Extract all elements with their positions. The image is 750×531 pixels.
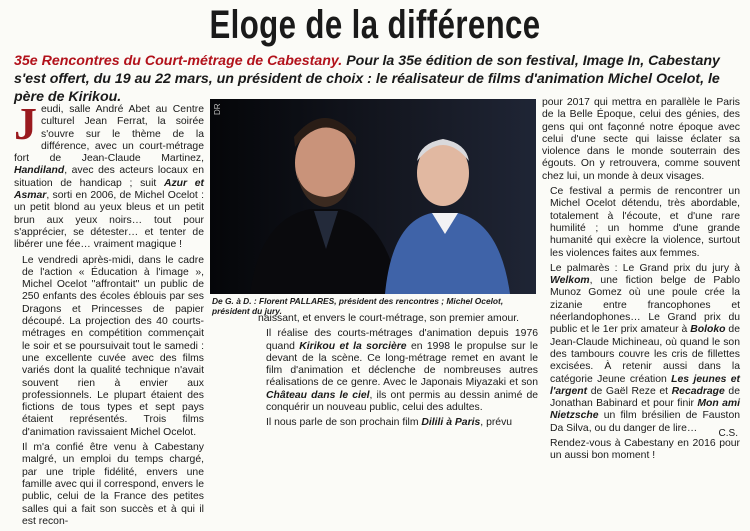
text-run: Il réalise des courts-métrages d'animation depuis 1976 quand: [266, 328, 538, 352]
text-run: Il nous parle de son prochain film: [266, 417, 422, 429]
text-run: en 1998 le propulse sur le devant de la scène. Ce long-métrage remet en avant le film d'animation et déclenche de nombreuses autres réalisations de ce genre. Avec le Japonais Miyazaki et son: [266, 340, 538, 389]
paragraph: Le vendredi après-midi, dans le cadre de l'action « Éducation à l'image », Michel Ocelot "affrontait" un public de 250 enfants des écoles éblouis par ses Dragons et Princesses de papier découpé. La projection des 40 courts-métrages en compétition commençait le soir et se poursuivait tout le samedi : une excellente cuvée avec des films variés dont la qualité technique n'avait souvent rien à envier aux professionnels. Le plupart étaient des fictions de tous types et sept pays étaient représentés. Trois films d'animation ravissaient Michel Ocelot.: [22, 254, 204, 438]
paragraph: Il m'a confié être venu à Cabestany malgré, un emploi du temps chargé, par une triple fidélité, envers une famille avec qui il correspond, envers le public, celui de la France des petites salles qui a fait son succès et à qui il est recon-: [22, 442, 204, 527]
film-title: Boloko: [690, 324, 726, 336]
film-title: Mon ami Nietzsche: [550, 398, 740, 422]
photo-credit: DR: [213, 103, 222, 115]
text-run: Le palmarès : Le Grand prix du jury à: [550, 262, 740, 274]
text-run: , une fiction belge de Pablo Munoz Gomez où une poule crée la zizanie entre francophones et néerlandophones… Le Grand prix du public et le 1er prix amateur à: [550, 275, 740, 336]
text-run: , prévu: [480, 417, 513, 429]
photo-illustration: [210, 99, 536, 294]
film-title: Kirikou et la sorcière: [299, 340, 407, 352]
photo-caption: De G. à D. : Florent PALLARES, président des rencontres ; Michel Ocelot, président du jury.: [212, 296, 504, 316]
column-2: [258, 313, 538, 433]
article-photo: [210, 99, 536, 294]
film-title: Dilili à Paris: [421, 417, 481, 429]
film-title: Recadrage: [671, 385, 725, 397]
paragraph: Ce festival a permis de rencontrer un Michel Ocelot détendu, très abordable, totalement à l'écoute, et d'une rare humilité ; un homme d'une grande humanité qui exècre la violence, surtout les violences faites aux femmes.: [550, 186, 740, 259]
author-signature: C.S.: [718, 428, 738, 439]
text-run: , ils ont permis au dessin animé de conquérir un nouveau public, celui des adultes.: [266, 389, 539, 414]
paragraph: [542, 263, 740, 435]
film-title: Les jeunes et l'argent: [550, 373, 740, 397]
text-run: eudi, salle André Abet au Centre culturel Jean Ferrat, la soirée s'ouvre sur le thème de la différence, avec un court-métrage fort de Jean-Claude Martinez,: [14, 104, 204, 165]
column-1: [14, 98, 204, 531]
text-run: de Jonathan Babinard et pour finir: [550, 385, 740, 410]
text-run: un film brésilien de Fauston Da Silva, ou du danger de lire…: [550, 410, 740, 434]
film-title: Château dans le ciel: [266, 389, 370, 401]
paragraph: [258, 417, 538, 429]
film-title: Welkom: [550, 275, 590, 287]
drop-cap: J: [14, 98, 37, 149]
lead-text: Pour la 35e édition de son festival, Image In, Cabestany s'est offert, du 19 au 22 mars, un président de choix : le réalisateur de films d'animation Michel Ocelot, le père de Kirikou.: [14, 53, 720, 105]
article-title: Eloge de la différence: [209, 3, 541, 47]
paragraph: Rendez-vous à Cabestany en 2016 pour un aussi bon moment !: [550, 438, 740, 462]
paragraph: [14, 98, 204, 252]
text-run: , sorti en 2006, de Michel Ocelot : un petit blond au yeux bleus et un petit brun aux yeux noirs… tout pour s'apprécier, se détester… et tenter de libérer une fée… vraiment magique !: [14, 190, 204, 251]
lead-highlight: 35e Rencontres du Court-métrage de Cabestany.: [14, 53, 343, 69]
column-3: [542, 97, 740, 466]
film-title: Azur et Asmar: [14, 177, 204, 202]
paragraph: pour 2017 qui mettra en parallèle le Paris de la Belle Époque, celui des génies, des gens qui ont façonné notre époque avec celui d'une secte qui laisse éclater sa violence dans le monde souterrain des égouts. On y retrouvera, comme souvent chez lui, un monde à deux visages.: [542, 97, 740, 182]
text-run: , avec des acteurs locaux en situation de handicap ; suit: [14, 165, 204, 189]
text-run: de Jean-Claude Michineau, où quand le son des tambours couvre les cris de fillettes excisées. À retenir aussi dans la catégorie Jeune création: [550, 324, 740, 385]
paragraph: [258, 328, 538, 414]
text-run: de Gaël Reze et: [587, 385, 672, 397]
paragraph: naissant, et envers le court-métrage, son premier amour.: [258, 313, 520, 324]
film-title: Handiland: [14, 165, 65, 177]
